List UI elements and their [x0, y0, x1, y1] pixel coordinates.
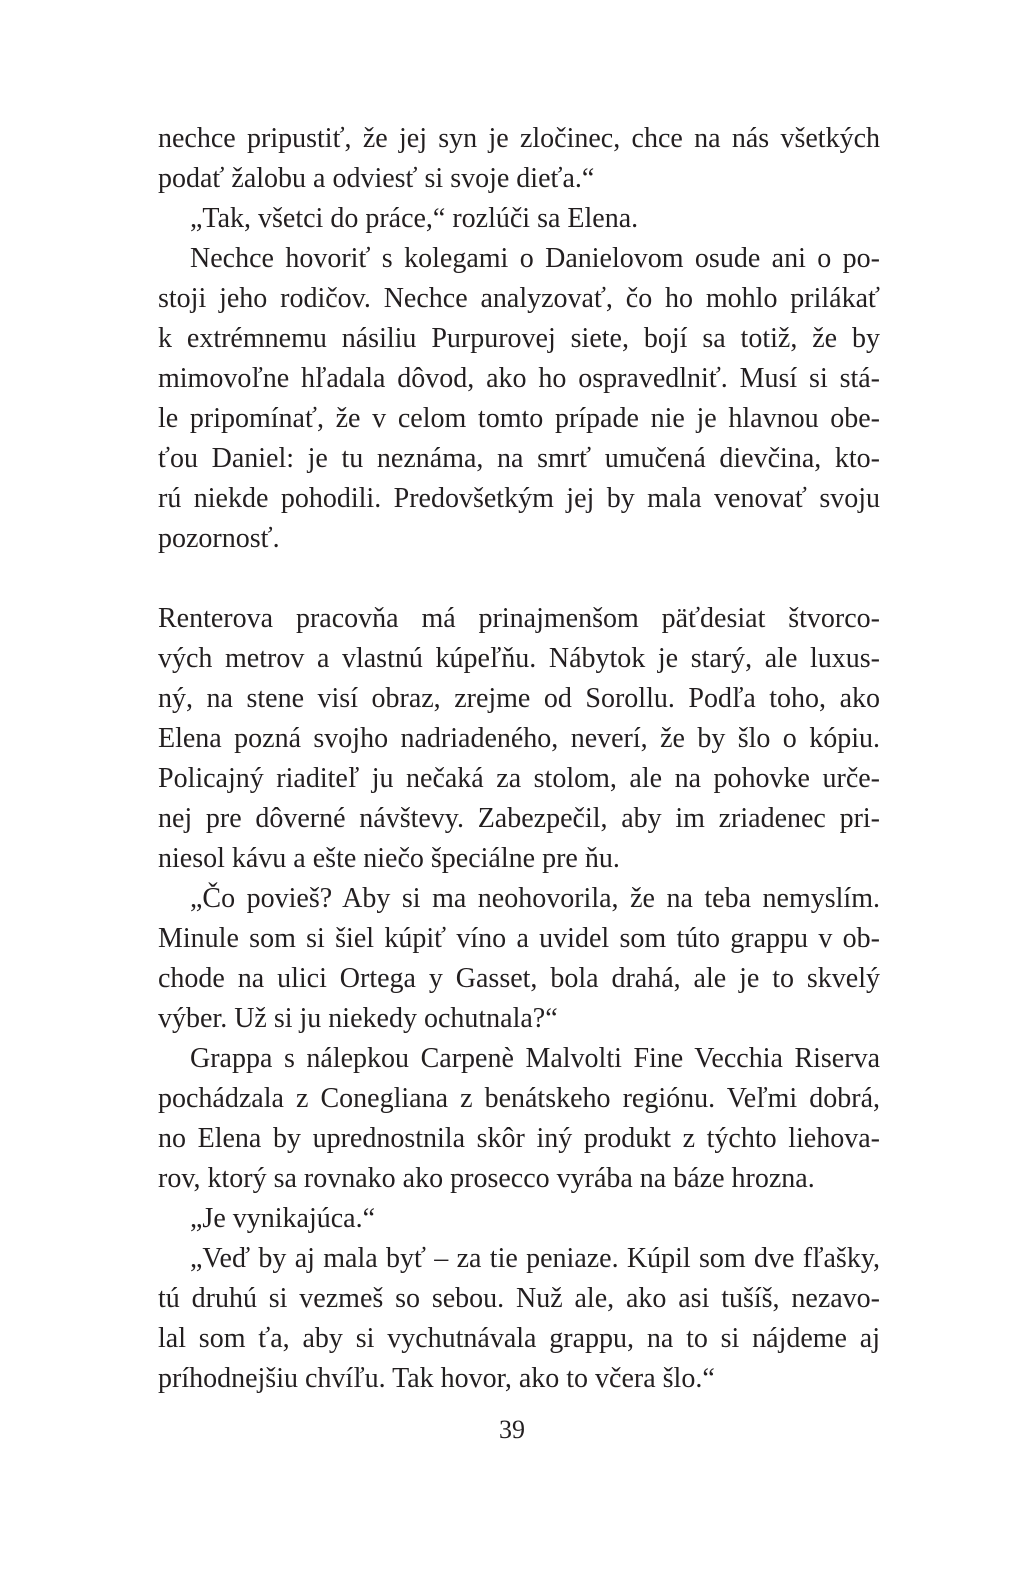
text-line: Policajný riaditeľ ju nečaká za stolom, ale na pohovke urče- [158, 763, 880, 794]
text-line: stoji jeho rodičov. Nechce analyzovať, čo ho mohlo prilákať [158, 283, 880, 314]
text-line: lal som ťa, aby si vychutnávala grappu, na to si nájdeme aj [158, 1323, 880, 1354]
text-line: nej pre dôverné návštevy. Zabezpečil, aby im zriadenec pri- [158, 803, 880, 834]
text-block-1 [158, 119, 880, 559]
text-line: niesol kávu a ešte niečo špeciálne pre ňu. [158, 843, 620, 874]
text-line: pozornosť. [158, 523, 280, 554]
text-line: „Veď by aj mala byť – za tie peniaze. Kúpil som dve fľašky, [190, 1243, 880, 1274]
text-line: nechce pripustiť, že jej syn je zločinec, chce na nás všetkých [158, 123, 880, 154]
text-line: tú druhú si vezmeš so sebou. Nuž ale, ako asi tušíš, nezavo- [158, 1283, 880, 1314]
text-line: rov, ktorý sa rovnako ako prosecco vyrába na báze hrozna. [158, 1163, 815, 1194]
text-line: ný, na stene visí obraz, zrejme od Sorollu. Podľa toho, ako [158, 683, 880, 714]
text-line: mimovoľne hľadala dôvod, ako ho ospravedlniť. Musí si stá- [158, 363, 880, 394]
text-line: Elena pozná svojho nadriadeného, neverí, že by šlo o kópiu. [158, 723, 880, 754]
text-line: vých metrov a vlastnú kúpeľňu. Nábytok je starý, ale luxus- [158, 643, 880, 674]
text-line: „Tak, všetci do práce,“ rozlúči sa Elena. [190, 203, 639, 234]
text-line: Nechce hovoriť s kolegami o Danielovom osude ani o po- [190, 243, 880, 274]
text-line: Grappa s nálepkou Carpenè Malvolti Fine Vecchia Riserva [190, 1043, 880, 1074]
page-number: 39 [499, 1415, 525, 1444]
text-line: podať žalobu a odviesť si svoje dieťa.“ [158, 163, 595, 194]
text-line: „Je vynikajúca.“ [190, 1203, 376, 1234]
text-line: k extrémnemu násiliu Purpurovej siete, bojí sa totiž, že by [158, 323, 880, 354]
text-line: rú niekde pohodili. Predovšetkým jej by mala venovať svoju [158, 483, 880, 514]
text-line: „Čo povieš? Aby si ma neohovorila, že na teba nemyslím. [190, 883, 880, 914]
text-line: príhodnejšiu chvíľu. Tak hovor, ako to včera šlo.“ [158, 1363, 715, 1394]
text-line: pochádzala z Conegliana z benátskeho regiónu. Veľmi dobrá, [158, 1083, 880, 1114]
text-line: no Elena by uprednostnila skôr iný produkt z týchto liehova- [158, 1123, 880, 1154]
text-line: Renterova pracovňa má prinajmenšom päťdesiat štvorco- [158, 603, 880, 634]
text-line: ťou Daniel: je tu neznáma, na smrť umučená dievčina, kto- [158, 443, 880, 474]
text-line: výber. Už si ju niekedy ochutnala?“ [158, 1003, 558, 1034]
text-line: le pripomínať, že v celom tomto prípade nie je hlavnou obe- [158, 403, 880, 434]
text-line: chode na ulici Ortega y Gasset, bola drahá, ale je to skvelý [158, 963, 880, 994]
text-line: Minule som si šiel kúpiť víno a uvidel som túto grappu v ob- [158, 923, 880, 954]
text-block-2 [158, 599, 880, 1399]
